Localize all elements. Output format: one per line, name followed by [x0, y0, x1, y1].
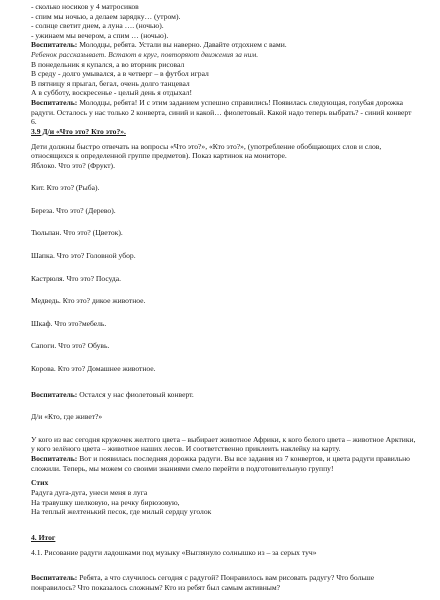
verse-line: На травушку шелковую, на речку бирюзовую, [31, 497, 180, 507]
teacher-label: Воспитатель: [31, 573, 78, 583]
game-title: Д/и «Кто, где живет?» [31, 412, 103, 422]
poem-line: В среду - долго умывался, а в четверг – в футбол играл [31, 69, 209, 79]
qa-line: Береза. Что это? (Дерево). [31, 205, 116, 215]
qa-line: Кастрюля. Что это? Посуда. [31, 273, 122, 283]
qa-line: Корова. Кто это? Домашнее животное. [31, 364, 156, 374]
teacher-text: Вот и появилась последняя дорожка радуги. Вы все задания из 7 конвертов, и цвета радуги правильно сложили. Теперь, мы можем со своими знаниями смело перейти в подготовительную группу! [31, 454, 410, 473]
teacher-paragraph [31, 40, 418, 50]
qa-line: Шапка. Что это? Головной убор. [31, 251, 136, 261]
verse-title: Стих [31, 478, 49, 488]
qa-line: Кит. Кто это? (Рыба). [31, 183, 100, 193]
text-line: - сколько носиков у 4 матросиков [31, 2, 139, 11]
teacher-paragraph [31, 573, 418, 592]
section-heading: 3.9 Д/и «Что это? Кто это?». [31, 126, 126, 136]
teacher-text: Остался у нас фиолетовый конверт. [77, 389, 194, 399]
qa-line: Сапоги. Что это? Обувь. [31, 341, 110, 351]
paragraph: У кого из вас сегодня кружочек желтого цвета – выбирает животное Африки, к кого белого цвета – животное Арктики, у кого зелёного цвета – животное наших лесов. И соответственно приклеить наклейку на карту. [31, 434, 416, 454]
verse-line: На теплый желтенький песок, где милый сердцу уголок [31, 507, 212, 517]
teacher-paragraph [31, 98, 418, 127]
paragraph: 4.1. Рисование радуги ладошками под музыку «Выглянуло солнышко из – за серых туч» [31, 547, 317, 557]
qa-line: Тюльпан. Что это? (Цветок). [31, 228, 123, 238]
poem-line: А в субботу, воскресенье - целый день я отдыхал! [31, 88, 192, 98]
stage-direction: Ребенок рассказывает. Встают в круг, повторяют движения за ним. [31, 49, 259, 59]
teacher-paragraph [31, 454, 418, 473]
teacher-text: Молодцы, ребята! И с этим заданием успешно справились! Появилась следующая, голубая дорожка радуги. Осталось у нас только 2 конверта, синий и какой… фиолетовый. Какой надо теперь выбрать? - синий конверт 6. [31, 97, 412, 127]
paragraph: Яблоко. Что это? (Фрукт). [31, 160, 115, 170]
poem-line: В пятницу я прыгал, бегал, очень долго танцевал [31, 78, 190, 88]
teacher-label: Воспитатель: [31, 40, 78, 50]
teacher-label: Воспитатель: [31, 97, 78, 107]
section-heading: 4. Итог [31, 532, 56, 542]
paragraph: Дети должны быстро отвечать на вопросы «Что это?», «Кто это?», (употребление обобщающих слов и слов, относящихся к определенной группе предметов). Показ картинок на мониторе. [31, 141, 382, 161]
qa-line: Медведь. Кто это? дикое животное. [31, 296, 146, 306]
teacher-text: Ребята, а что случилось сегодня с радугой? Понравилось вам рисовать радугу? Что больше понравилось? Что показалось сложным? Кто из ребят был самым активным? [31, 573, 375, 592]
text-line: - спим мы ночью, а делаем зарядку… (утром). [31, 11, 181, 21]
poem-line: В понедельник я купался, а во вторник рисовал [31, 59, 185, 69]
verse-line: Радуга дуга-дуга, унеси меня в луга [31, 487, 148, 497]
text-line: - солнце светит днем, а луна …. (ночью). [31, 21, 164, 31]
qa-line: Шкаф. Что это?мебель. [31, 318, 107, 328]
teacher-label: Воспитатель: [31, 454, 78, 463]
teacher-label: Воспитатель: [31, 389, 78, 399]
teacher-paragraph [31, 390, 418, 400]
teacher-text: Молодцы, ребята. Устали вы наверно. Давайте отдохнем с вами. [77, 40, 287, 50]
text-line: - ужинаем мы вечером, а спим … (ночью). [31, 30, 169, 40]
